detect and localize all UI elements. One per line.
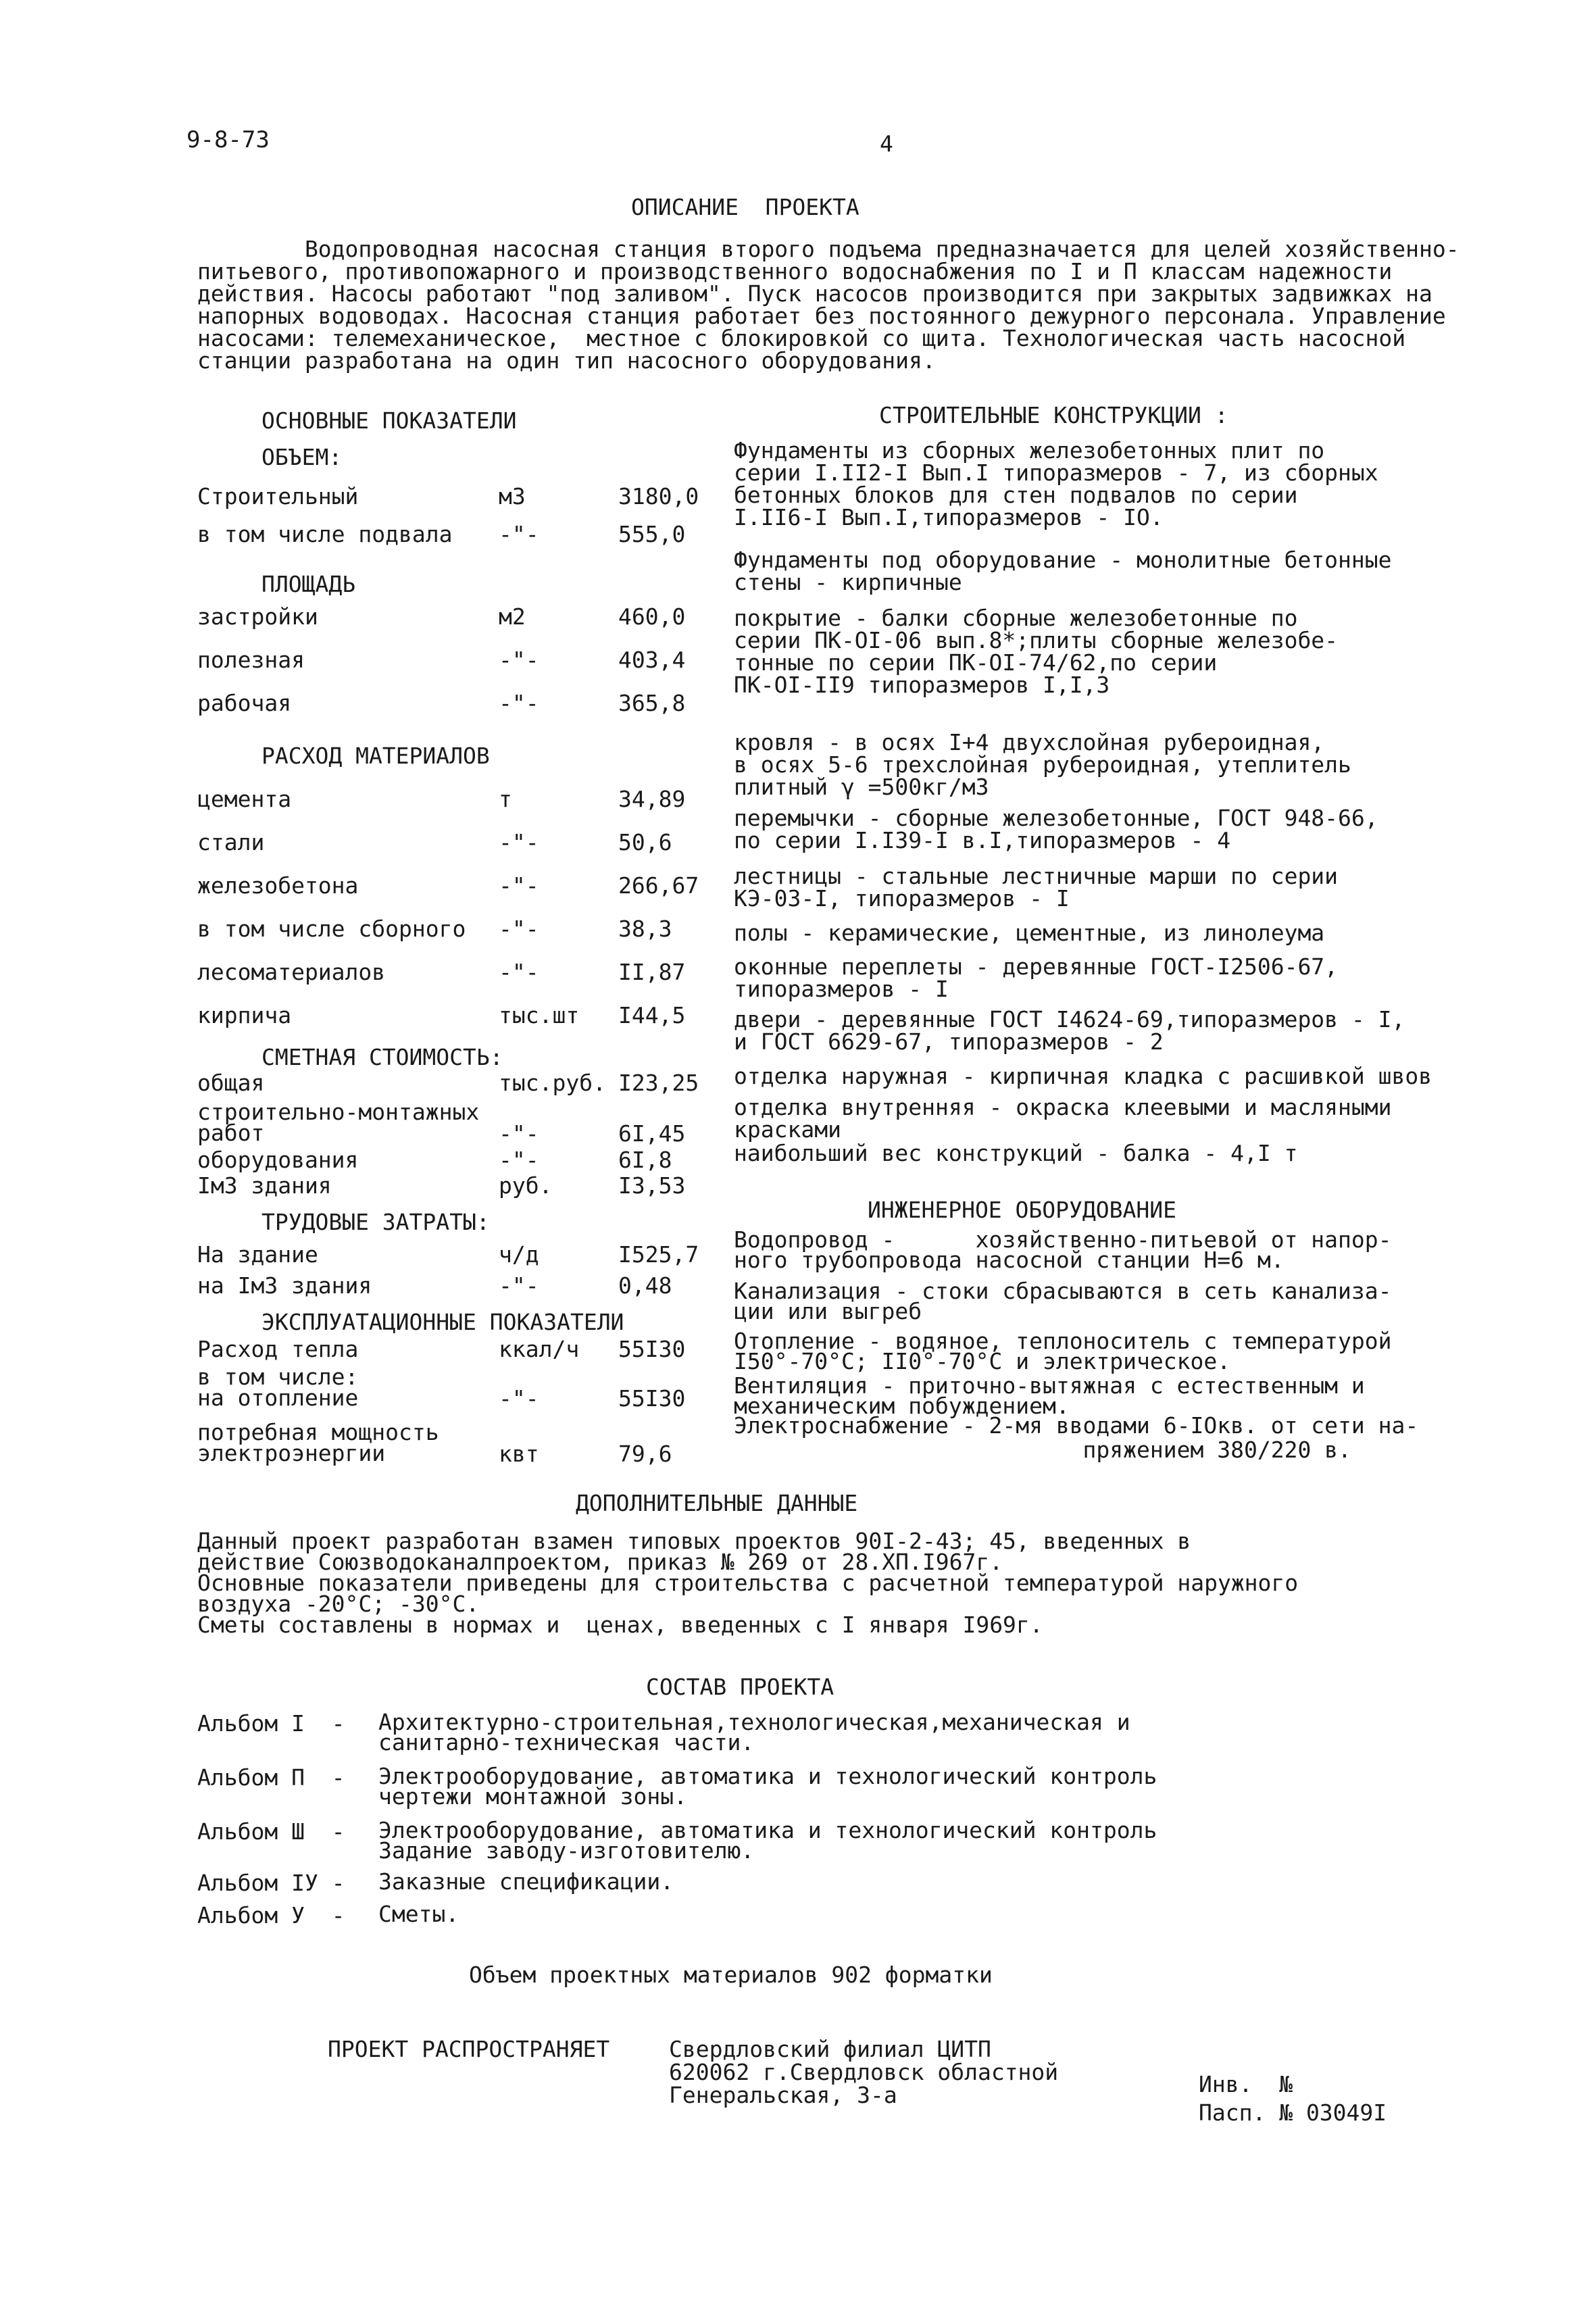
- additional-title: ДОПОЛНИТЕЛЬНЫЕ ДАННЫЕ: [576, 1490, 858, 1516]
- engineering-item: Электроснабжение - 2-мя вводами 6-IOкв. от сети на- пряжением 380/220 в.: [734, 1412, 1419, 1463]
- labor-row-unit: ч/д: [499, 1241, 539, 1268]
- engineering-item: Отопление - водяное, теплоноситель с температурой I50°-70°C; II0°-70°C и электрическое.: [734, 1328, 1392, 1374]
- area-row-value: 460,0: [618, 603, 686, 630]
- album-text: Сметы.: [378, 1901, 459, 1927]
- materials-row-unit: -"-: [499, 916, 539, 942]
- cost-row-value: 6I,8: [618, 1147, 672, 1173]
- engineering-item: Водопровод - хозяйственно-питьевой от напор- ного трубопровода насосной станции H=6 м.: [734, 1226, 1392, 1273]
- album-label: Альбом Ш -: [197, 1818, 345, 1845]
- construction-item: оконные переплеты - деревянные ГОСТ-I2506-67, типоразмеров - I: [734, 953, 1339, 1002]
- description-line: Водопроводная насосная станция второго подъема предназначается для целей хозяйственно-: [197, 236, 1460, 262]
- album-text: Заказные спецификации.: [378, 1868, 674, 1895]
- labor-row-name: На здание: [197, 1241, 318, 1268]
- distributor-address: Свердловский филиал ЦИТП 620062 г.Свердловск областной Генеральская, 3-а: [669, 2036, 1059, 2108]
- construction-item: отделка наружная - кирпичная кладка с расшивкой швов: [734, 1063, 1432, 1089]
- composition-title: СОСТАВ ПРОЕКТА: [646, 1674, 834, 1700]
- area-row-value: 403,4: [618, 647, 686, 673]
- volume-row-unit: -"-: [499, 521, 539, 547]
- materials-row-value: II,87: [618, 959, 686, 985]
- operation-row-unit: квт: [499, 1441, 539, 1467]
- additional-line: действие Союзводоканалпроектом, приказ № 269 от 28.ХП.I967г.: [197, 1549, 1003, 1575]
- operation-row-name: в том числе: на отопление: [197, 1364, 359, 1411]
- volume-row-value: 555,0: [618, 521, 686, 547]
- construction-item: наибольший вес конструкций - балка - 4,I т: [734, 1140, 1298, 1166]
- labor-row-name: на Iм3 здания: [197, 1272, 372, 1299]
- construction-item: полы - керамические, цементные, из линолеума: [734, 920, 1325, 946]
- engineering-title: ИНЖЕНЕРНОЕ ОБОРУДОВАНИЕ: [868, 1197, 1176, 1223]
- labor-row-value: I525,7: [618, 1241, 699, 1268]
- page-number: 4: [880, 130, 893, 157]
- materials-row-name: в том числе сборного: [197, 916, 466, 942]
- materials-row-name: кирпича: [197, 1002, 292, 1028]
- cost-row-unit: -"-: [499, 1120, 539, 1147]
- description-line: действия. Насосы работают "под заливом". Пуск насосов производится при закрытых задвижках на: [197, 280, 1432, 307]
- distributes-label: ПРОЕКТ РАСПРОСТРАНЯЕТ: [328, 2036, 610, 2062]
- album-label: Альбом П -: [197, 1764, 345, 1791]
- materials-row-unit: -"-: [499, 829, 539, 855]
- volume-title: ОБЪЕМ:: [261, 444, 343, 470]
- engineering-item: Канализация - стоки сбрасываются в сеть канализа- ции или выгреб: [734, 1278, 1392, 1324]
- description-line: насосами: телемеханическое, местное с блокировкой со щита. Технологическая часть насосной: [197, 325, 1406, 351]
- album-text: Электрооборудование, автоматика и технологический контроль Задание заводу-изготовителю.: [378, 1817, 1157, 1864]
- cost-row-name: общая: [197, 1070, 265, 1096]
- cost-row-value: I23,25: [618, 1070, 699, 1096]
- materials-row-value: 266,67: [618, 872, 699, 899]
- materials-row-unit: -"-: [499, 959, 539, 985]
- area-row-unit: м2: [499, 603, 526, 630]
- materials-row-value: 50,6: [618, 829, 672, 855]
- additional-line: Данный проект разработан взамен типовых проектов 90I-2-43; 45, введенных в: [197, 1528, 1191, 1554]
- cost-row-name: оборудования: [197, 1147, 359, 1173]
- construction-item: Фундаменты из сборных железобетонных плит по серии I.II2-I Вып.I типоразмеров - 7, из сборных бетонных блоков для стен подвалов по серии I.II6-I Вып.I,типоразмеров - IO.: [734, 437, 1378, 530]
- materials-row-value: 38,3: [618, 916, 672, 942]
- operation-row-value: 79,6: [618, 1441, 672, 1467]
- area-row-name: полезная: [197, 647, 305, 673]
- cost-row-name: строительно-монтажных работ: [197, 1099, 480, 1146]
- materials-row-unit: -"-: [499, 872, 539, 899]
- volume-row-name: Строительный: [197, 483, 359, 509]
- album-label: Альбом IУ -: [197, 1870, 345, 1896]
- operation-row-unit: -"-: [499, 1385, 539, 1412]
- description-title: ОПИСАНИЕ ПРОЕКТА: [631, 194, 859, 220]
- construction-item: отделка внутренняя - окраска клеевыми и масляными красками: [734, 1094, 1392, 1143]
- materials-row-unit: т: [499, 786, 512, 812]
- album-label: Альбом I -: [197, 1710, 345, 1737]
- construction-item: двери - деревянные ГОСТ I4624-69,типоразмеров - I, и ГОСТ 6629-67, типоразмеров - 2: [734, 1006, 1405, 1055]
- cost-row-unit: -"-: [499, 1147, 539, 1173]
- materials-row-name: железобетона: [197, 872, 359, 899]
- operation-row-name: Расход тепла: [197, 1336, 359, 1362]
- volume-row-unit: м3: [499, 483, 526, 509]
- description-line: напорных водоводах. Насосная станция работает без постоянного дежурного персонала. Управление: [197, 303, 1446, 329]
- cost-row-value: I3,53: [618, 1172, 686, 1199]
- album-text: Архитектурно-строительная,технологическая,механическая и санитарно-техническая части.: [378, 1709, 1130, 1756]
- materials-title: РАСХОД МАТЕРИАЛОВ: [261, 743, 490, 769]
- materials-row-name: лесоматериалов: [197, 959, 386, 985]
- additional-line: Сметы составлены в нормах и ценах, введенных с I января I969г.: [197, 1612, 1043, 1638]
- description-line: станции разработана на один тип насосного оборудования.: [197, 347, 936, 374]
- cost-row-unit: руб.: [499, 1172, 553, 1199]
- passport-number: Пасп. № 03049I: [1199, 2099, 1387, 2126]
- labor-title: ТРУДОВЫЕ ЗАТРАТЫ:: [261, 1209, 490, 1235]
- construction-item: покрытие - балки сборные железобетонные по серии ПК-OI-06 вып.8*;плиты сборные железобе- тонные по серии ПК-OI-74/62,по серии ПК-OI-II9 типоразмеров I,I,3: [734, 605, 1339, 698]
- area-row-name: застройки: [197, 603, 318, 630]
- operation-row-name: потребная мощность электроэнергии: [197, 1419, 439, 1466]
- volume-row-value: 3180,0: [618, 483, 699, 509]
- album-label: Альбом У -: [197, 1902, 345, 1928]
- description-line: питьевого, противопожарного и производственного водоснабжения по I и П классам надежности: [197, 258, 1393, 284]
- materials-row-value: 34,89: [618, 786, 686, 812]
- album-text: Электрооборудование, автоматика и технологический контроль чертежи монтажной зоны.: [378, 1763, 1157, 1810]
- operation-row-value: 55I30: [618, 1336, 686, 1362]
- operation-row-value: 55I30: [618, 1385, 686, 1412]
- construction-item: кровля - в осях I+4 двухслойная рубероидная, в осях 5-6 трехслойная рубероидная, утеплитель плитный γ =500кг/м3: [734, 729, 1351, 800]
- additional-line: воздуха -20°С; -30°С.: [197, 1591, 480, 1617]
- construction-item: Фундаменты под оборудование - монолитные бетонные стены - кирпичные: [734, 547, 1392, 595]
- area-title: ПЛОЩАДЬ: [261, 571, 356, 597]
- inventory-number: Инв. №: [1199, 2071, 1293, 2097]
- operation-title: ЭКСПЛУАТАЦИОННЫЕ ПОКАЗАТЕЛИ: [261, 1309, 624, 1335]
- materials-row-value: I44,5: [618, 1002, 686, 1028]
- cost-row-value: 6I,45: [618, 1120, 686, 1147]
- document-code: 9-8-73: [186, 126, 270, 153]
- materials-row-unit: тыс.шт: [499, 1002, 580, 1028]
- cost-title: СМЕТНАЯ СТОИМОСТЬ:: [261, 1044, 503, 1070]
- area-row-unit: -"-: [499, 647, 539, 673]
- volume-row-name: в том числе подвала: [197, 521, 453, 547]
- labor-row-unit: -"-: [499, 1272, 539, 1299]
- construction-item: лестницы - стальные лестничные марши по серии КЭ-03-I, типоразмеров - I: [734, 863, 1339, 912]
- area-row-name: рабочая: [197, 690, 292, 716]
- materials-row-name: стали: [197, 829, 265, 855]
- engineering-item: Вентиляция - приточно-вытяжная с естественным и механическим побуждением.: [734, 1372, 1365, 1419]
- operation-row-unit: ккал/ч: [499, 1336, 580, 1362]
- construction-item: перемычки - сборные железобетонные, ГОСТ 948-66, по серии I.I39-I в.I,типоразмеров - 4: [734, 805, 1378, 853]
- constructions-title: СТРОИТЕЛЬНЫЕ КОНСТРУКЦИИ :: [879, 402, 1228, 428]
- cost-row-unit: тыс.руб.: [499, 1070, 606, 1096]
- labor-row-value: 0,48: [618, 1272, 672, 1299]
- area-row-unit: -"-: [499, 690, 539, 716]
- area-row-value: 365,8: [618, 690, 686, 716]
- materials-row-name: цемента: [197, 786, 292, 812]
- volume-line: Объем проектных материалов 902 форматки: [469, 1962, 993, 1988]
- indicators-title: ОСНОВНЫЕ ПОКАЗАТЕЛИ: [261, 407, 517, 434]
- cost-row-name: Iм3 здания: [197, 1172, 332, 1199]
- additional-line: Основные показатели приведены для строительства с расчетной температурой наружного: [197, 1570, 1299, 1596]
